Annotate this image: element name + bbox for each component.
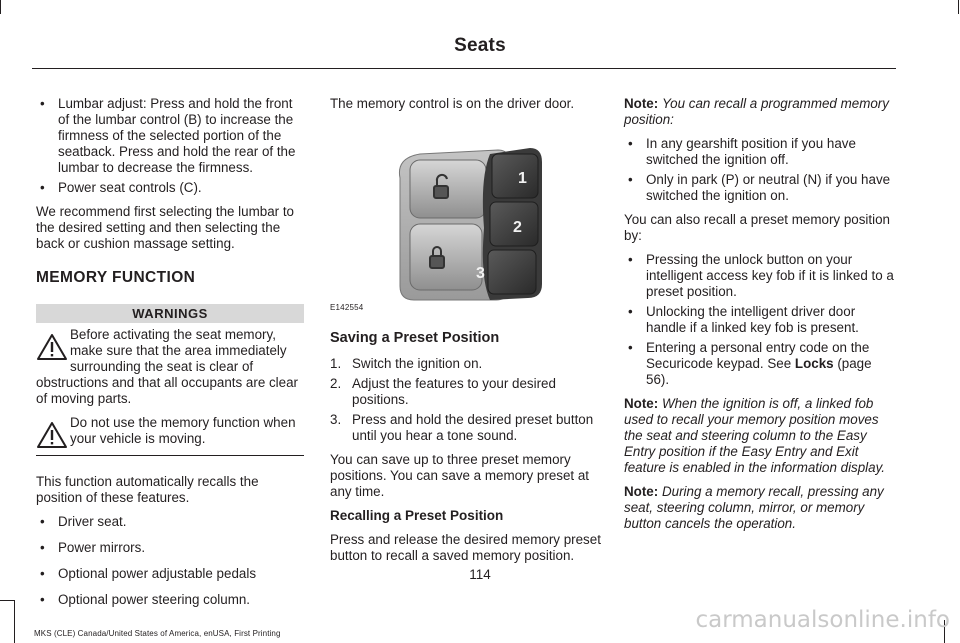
step-number: 3. <box>330 412 342 427</box>
crop-mark-top-right <box>958 0 959 14</box>
divider <box>36 455 304 456</box>
memory-control-figure <box>330 128 602 322</box>
figure-id: E142554 <box>330 303 364 312</box>
column-right <box>624 96 896 540</box>
recall-conditions-list <box>624 136 896 204</box>
note <box>624 96 896 128</box>
steps-list <box>330 356 602 444</box>
list-item: • Driver seat. <box>36 514 304 530</box>
step-number: 1. <box>330 356 342 371</box>
crop-mark-bottom-left <box>14 600 15 643</box>
warning <box>36 415 304 447</box>
list-item: • Optional power adjustable pedals <box>36 566 304 582</box>
paragraph: The memory control is on the driver door. <box>330 96 575 111</box>
crop-mark-bottom-left-h <box>0 600 14 601</box>
list-item <box>330 376 602 408</box>
warning <box>36 327 304 407</box>
list-item: • In any gearshift position if you have switched the ignition off. <box>624 136 896 168</box>
note-text: During a memory recall, pressing any seat, steering column, mirror, or memory button cancels the operation. <box>624 484 884 531</box>
recall-methods-list <box>624 252 896 388</box>
lumbar-list <box>36 96 304 196</box>
features-list <box>36 514 304 608</box>
list-item: • Power seat controls (C). <box>36 180 304 196</box>
watermark: carmanualsonline.info <box>695 607 950 633</box>
list-item: • Pressing the unlock button on your intelligent access key fob if it is linked to a preset position. <box>624 252 896 300</box>
list-item <box>330 412 602 444</box>
crop-mark-top-left <box>0 0 1 14</box>
list-item: • Only in park (P) or neutral (N) if you have switched the ignition on. <box>624 172 896 204</box>
keypad-page-ref: (page 56). <box>646 356 872 387</box>
paragraph: You can also recall a preset memory position by: <box>624 212 890 243</box>
warning-text: Do not use the memory function when your vehicle is moving. <box>70 415 296 446</box>
step-text: Press and hold the desired preset button until you hear a tone sound. <box>352 412 594 443</box>
step-text: Switch the ignition on. <box>352 356 483 371</box>
step-text: Adjust the features to your desired positions. <box>352 376 556 407</box>
note <box>624 484 896 532</box>
column-middle <box>330 96 602 572</box>
note <box>624 396 896 476</box>
memory-button-2-label: 2 <box>513 219 522 236</box>
paragraph: This function automatically recalls the position of these features. <box>36 474 259 505</box>
page-title: Seats <box>454 35 506 56</box>
page-number: 114 <box>469 567 491 582</box>
note-text: When the ignition is off, a linked fob used to recall your memory position moves the seat and steering column to the Easy Entry position if the Easy Entry and Exit feature is enabled in the information display. <box>624 396 886 475</box>
note-label: Note: <box>624 484 659 499</box>
note-label: Note: <box>624 96 659 111</box>
list-item <box>624 340 896 388</box>
section-heading: MEMORY FUNCTION <box>36 269 196 286</box>
header-rule <box>32 68 896 69</box>
list-item: • Unlocking the intelligent driver door handle if a linked key fob is present. <box>624 304 896 336</box>
warnings-label: WARNINGS <box>36 304 304 323</box>
step-number: 2. <box>330 376 342 391</box>
keypad-text: Entering a personal entry code on the Securicode keypad. See <box>646 340 870 371</box>
note-label: Note: <box>624 396 659 411</box>
memory-button-1-label: 1 <box>518 170 527 187</box>
list-item: • Power mirrors. <box>36 540 304 556</box>
memory-button-3-label: 3 <box>476 265 485 282</box>
column-left <box>36 96 304 616</box>
memory-buttons-illustration <box>330 128 602 306</box>
list-item: • Optional power steering column. <box>36 592 304 608</box>
note-text: You can recall a programmed memory position: <box>624 96 889 127</box>
list-item: • Lumbar adjust: Press and hold the front of the lumbar control (B) to increase the firmness of the selected portion of the seatback. Press and hold the rear of the lumbar to decrease the firmness. <box>36 96 304 176</box>
warning-triangle-icon <box>36 421 68 449</box>
locks-link[interactable]: Locks <box>794 356 834 371</box>
paragraph: You can save up to three preset memory positions. You can save a memory preset at any time. <box>330 452 590 499</box>
warning-triangle-icon <box>36 333 68 361</box>
paragraph: Press and release the desired memory preset button to recall a saved memory position. <box>330 532 601 563</box>
warning-text: Before activating the seat memory, make sure that the area immediately surrounding the seat is clear of obstructions and that all occupants are clear of moving parts. <box>36 327 299 406</box>
subheading: Recalling a Preset Position <box>330 508 504 523</box>
footer-text: MKS (CLE) Canada/United States of America, enUSA, First Printing <box>34 629 281 638</box>
list-item <box>330 356 602 372</box>
paragraph: We recommend first selecting the lumbar to the desired setting and then selecting the back or cushion massage setting. <box>36 204 294 251</box>
subheading: Saving a Preset Position <box>330 330 500 346</box>
